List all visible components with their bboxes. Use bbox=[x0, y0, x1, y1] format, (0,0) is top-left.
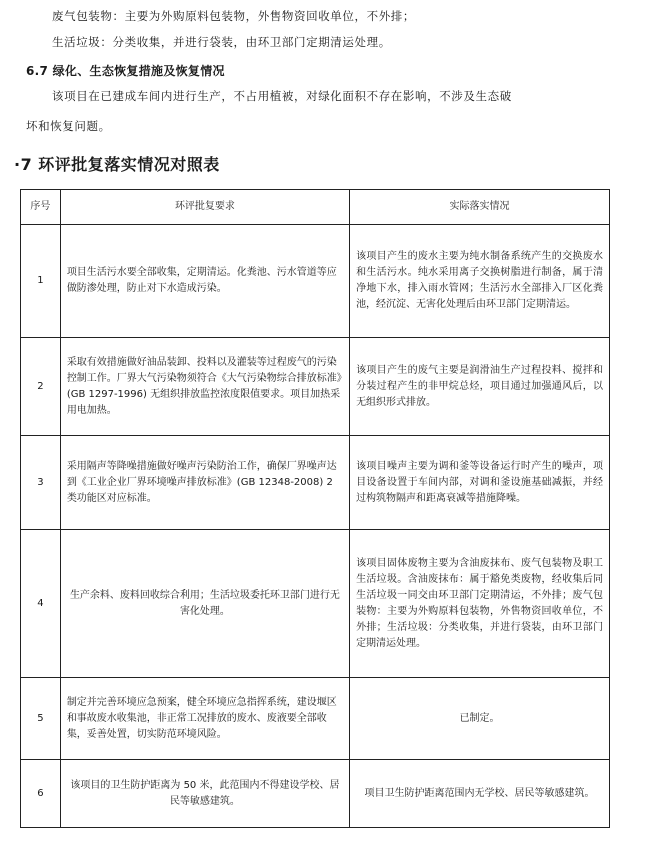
section-6-7-para-line2: 坏和恢复问题。 bbox=[26, 119, 111, 133]
intro-line-garbage: 生活垃圾：分类收集，并进行袋装，由环卫部门定期清运处理。 bbox=[52, 35, 391, 49]
table-header-row bbox=[21, 190, 610, 225]
table-row bbox=[21, 530, 610, 678]
row-number: 5 bbox=[21, 678, 61, 760]
implementation-cell: 项目卫生防护距离范围内无学校、居民等敏感建筑。 bbox=[350, 760, 610, 828]
implementation-cell: 该项目固体废物主要为含油废抹布、废气包装物及职工生活垃圾。含油废抹布：属于豁免类废物，经收集后同生活垃圾一同交由环卫部门定期清运，不外排；废气包装物：主要为外购原料包装物，外售物资回收单位，不外排；生活垃圾：分类收集，并进行袋装，由环卫部门定期清运处理。 bbox=[350, 530, 610, 678]
requirement-cell: 项目生活污水要全部收集，定期清运。化粪池、污水管道等应做防渗处理，防止对下水造成污染。 bbox=[60, 225, 349, 338]
section-6-7-heading: 6.7 绿化、生态恢复措施及恢复情况 bbox=[26, 64, 225, 78]
requirement-cell: 采取有效措施做好油品装卸、投料以及灌装等过程废气的污染控制工作。厂界大气污染物须符合《大气污染物综合排放标准》(GB 1297-1996) 无组织排放监控浓度限值要求。项目加热采用电加热。 bbox=[60, 338, 349, 436]
table-row bbox=[21, 225, 610, 338]
row-number: 1 bbox=[21, 225, 61, 338]
row-number: 3 bbox=[21, 436, 61, 530]
implementation-cell: 该项目产生的废水主要为纯水制备系统产生的交换废水和生活污水。纯水采用离子交换树脂进行制备，属于清净地下水，排入雨水管网；生活污水全部排入厂区化粪池，经沉淀、无害化处理后由环卫部门定期清运。 bbox=[350, 225, 610, 338]
table-row bbox=[21, 678, 610, 760]
row-number: 2 bbox=[21, 338, 61, 436]
implementation-cell: 该项目噪声主要为调和釜等设备运行时产生的噪声，项目设备设置于车间内部，对调和釜设施基础减振，并经过构筑物隔声和距离衰减等措施降噪。 bbox=[350, 436, 610, 530]
header-requirement: 环评批复要求 bbox=[60, 190, 349, 225]
implementation-cell: 已制定。 bbox=[350, 678, 610, 760]
table-row bbox=[21, 338, 610, 436]
row-number: 6 bbox=[21, 760, 61, 828]
header-implementation: 实际落实情况 bbox=[350, 190, 610, 225]
section-6-7-para-line1: 该项目在已建成车间内进行生产，不占用植被，对绿化面积不存在影响，不涉及生态破 bbox=[52, 89, 512, 103]
requirement-cell: 该项目的卫生防护距离为 50 米，此范围内不得建设学校、居民等敏感建筑。 bbox=[60, 760, 349, 828]
table-row bbox=[21, 436, 610, 530]
requirement-cell: 生产余料、废料回收综合利用；生活垃圾委托环卫部门进行无害化处理。 bbox=[60, 530, 349, 678]
approval-comparison-table bbox=[20, 189, 610, 828]
implementation-cell: 该项目产生的废气主要是润滑油生产过程投料、搅拌和分装过程产生的非甲烷总烃，项目通过加强通风后，以无组织形式排放。 bbox=[350, 338, 610, 436]
requirement-cell: 制定并完善环境应急预案，健全环境应急指挥系统，建设堰区和事故废水收集池，非正常工况排放的废水、废液要全部收集，妥善处置，切实防范环境风险。 bbox=[60, 678, 349, 760]
header-no: 序号 bbox=[21, 190, 61, 225]
section-7-heading: ·7 环评批复落实情况对照表 bbox=[14, 155, 220, 174]
row-number: 4 bbox=[21, 530, 61, 678]
requirement-cell: 采用隔声等降噪措施做好噪声污染防治工作，确保厂界噪声达到《工业企业厂界环境噪声排放标准》(GB 12348-2008) 2 类功能区对应标准。 bbox=[60, 436, 349, 530]
intro-line-packaging: 废气包装物：主要为外购原料包装物，外售物资回收单位，不外排； bbox=[52, 9, 415, 23]
table-row bbox=[21, 760, 610, 828]
